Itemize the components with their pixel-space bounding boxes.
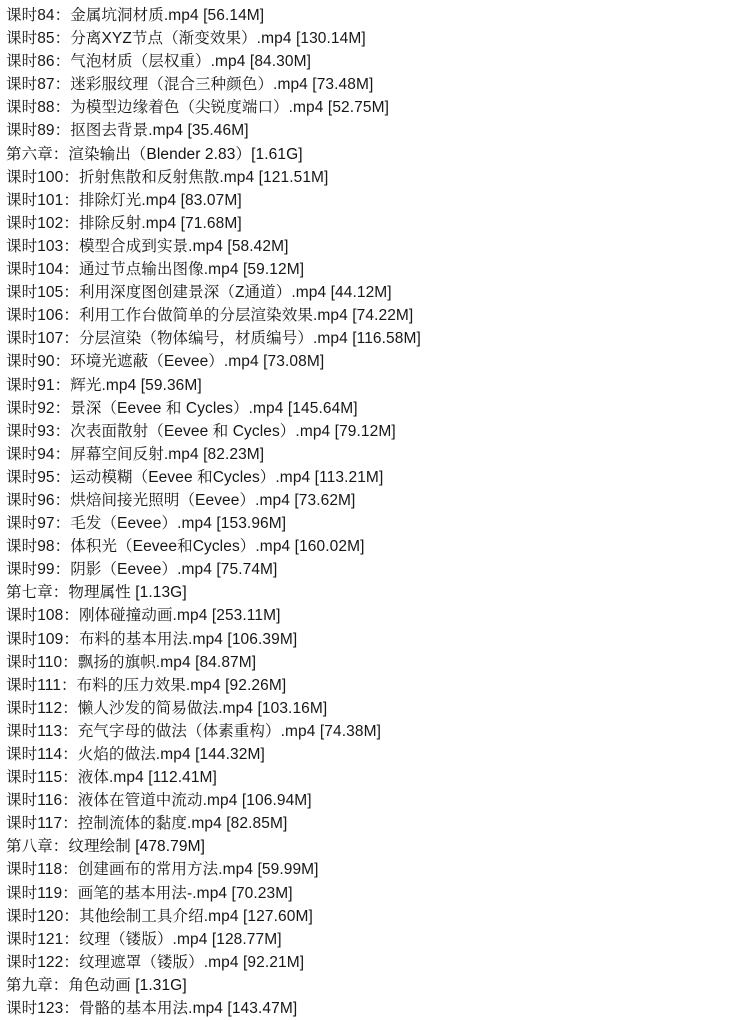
lesson-row: 课时90：环境光遮蔽（Eevee）.mp4 [73.08M]: [6, 353, 325, 371]
chapter-row: 第九章：角色动画 [1.31G]: [6, 976, 187, 994]
lesson-row: 课时120：其他绘制工具介绍.mp4 [127.60M]: [6, 907, 313, 925]
lesson-row: 课时118：创建画布的常用方法.mp4 [59.99M]: [6, 861, 319, 879]
lesson-row: 课时89：抠图去背景.mp4 [35.46M]: [6, 122, 249, 140]
lesson-row: 课时116：液体在管道中流动.mp4 [106.94M]: [6, 792, 312, 810]
chapter-row: 第七章：物理属性 [1.13G]: [6, 584, 187, 602]
lesson-row: 课时84：金属坑洞材质.mp4 [56.14M]: [6, 7, 265, 24]
lesson-row: 课时105：利用深度图创建景深（Z通道）.mp4 [44.12M]: [6, 284, 392, 302]
lesson-row: 课时104：通过节点输出图像.mp4 [59.12M]: [6, 261, 305, 279]
lesson-row: 课时98：体积光（Eevee和Cycles）.mp4 [160.02M]: [6, 538, 365, 556]
lesson-row: 课时103：模型合成到实景.mp4 [58.42M]: [6, 237, 289, 255]
lesson-row: 课时85：分离XYZ节点（渐变效果）.mp4 [130.14M]: [6, 30, 366, 48]
chapter-row: 第八章：纹理绘制 [478.79M]: [6, 838, 206, 856]
lesson-row: 课时99：阴影（Eevee）.mp4 [75.74M]: [6, 561, 278, 579]
lesson-row: 课时91：辉光.mp4 [59.36M]: [6, 376, 202, 394]
lesson-row: 课时121：纹理（镂版）.mp4 [128.77M]: [6, 930, 282, 948]
lesson-row: 课时100：折射焦散和反射焦散.mp4 [121.51M]: [6, 168, 329, 186]
lesson-row: 课时102：排除反射.mp4 [71.68M]: [6, 214, 242, 232]
lesson-row: 课时107：分层渲染（物体编号，材质编号）.mp4 [116.58M]: [6, 330, 421, 348]
lesson-row: 课时117：控制流体的黏度.mp4 [82.85M]: [6, 815, 288, 833]
lesson-row: 课时87：迷彩服纹理（混合三种颜色）.mp4 [73.48M]: [6, 76, 374, 94]
lesson-row: 课时92：景深（Eevee 和 Cycles）.mp4 [145.64M]: [6, 399, 358, 417]
lesson-row: 课时123：骨骼的基本用法.mp4 [143.47M]: [6, 1000, 298, 1018]
lesson-row: 课时119：画笔的基本用法-.mp4 [70.23M]: [6, 884, 293, 902]
lesson-row: 课时95：运动模糊（Eevee 和Cycles）.mp4 [113.21M]: [6, 468, 384, 486]
lesson-row: 课时113：充气字母的做法（体素重构）.mp4 [74.38M]: [6, 722, 381, 740]
lesson-row: 课时97：毛发（Eevee）.mp4 [153.96M]: [6, 515, 287, 533]
lesson-row: 课时86：气泡材质（层权重）.mp4 [84.30M]: [6, 53, 312, 71]
lesson-row: 课时88：为模型边缘着色（尖锐度端口）.mp4 [52.75M]: [6, 99, 390, 117]
lesson-row: 课时111：布料的压力效果.mp4 [92.26M]: [6, 676, 287, 694]
lesson-row: 课时115：液体.mp4 [112.41M]: [6, 769, 217, 787]
chapter-row: 第六章：渲染输出（Blender 2.83）[1.61G]: [6, 145, 303, 163]
lesson-row: 课时112：懒人沙发的简易做法.mp4 [103.16M]: [6, 699, 328, 717]
lesson-row: 课时101：排除灯光.mp4 [83.07M]: [6, 191, 242, 209]
lesson-row: 课时114：火焰的做法.mp4 [144.32M]: [6, 746, 265, 763]
lesson-row: 课时94：屏幕空间反射.mp4 [82.23M]: [6, 445, 265, 463]
lesson-row: 课时122：纹理遮罩（镂版）.mp4 [92.21M]: [6, 953, 305, 971]
lesson-row: 课时110：飘扬的旗帜.mp4 [84.87M]: [6, 653, 257, 671]
lesson-row: 课时106：利用工作台做简单的分层渲染效果.mp4 [74.22M]: [6, 307, 414, 325]
lesson-row: 课时109：布料的基本用法.mp4 [106.39M]: [6, 630, 298, 648]
lesson-row: 课时93：次表面散射（Eevee 和 Cycles）.mp4 [79.12M]: [6, 422, 396, 440]
lesson-row: 课时108：刚体碰撞动画.mp4 [253.11M]: [6, 607, 281, 625]
lesson-row: 课时96：烘焙间接光照明（Eevee）.mp4 [73.62M]: [6, 491, 356, 509]
